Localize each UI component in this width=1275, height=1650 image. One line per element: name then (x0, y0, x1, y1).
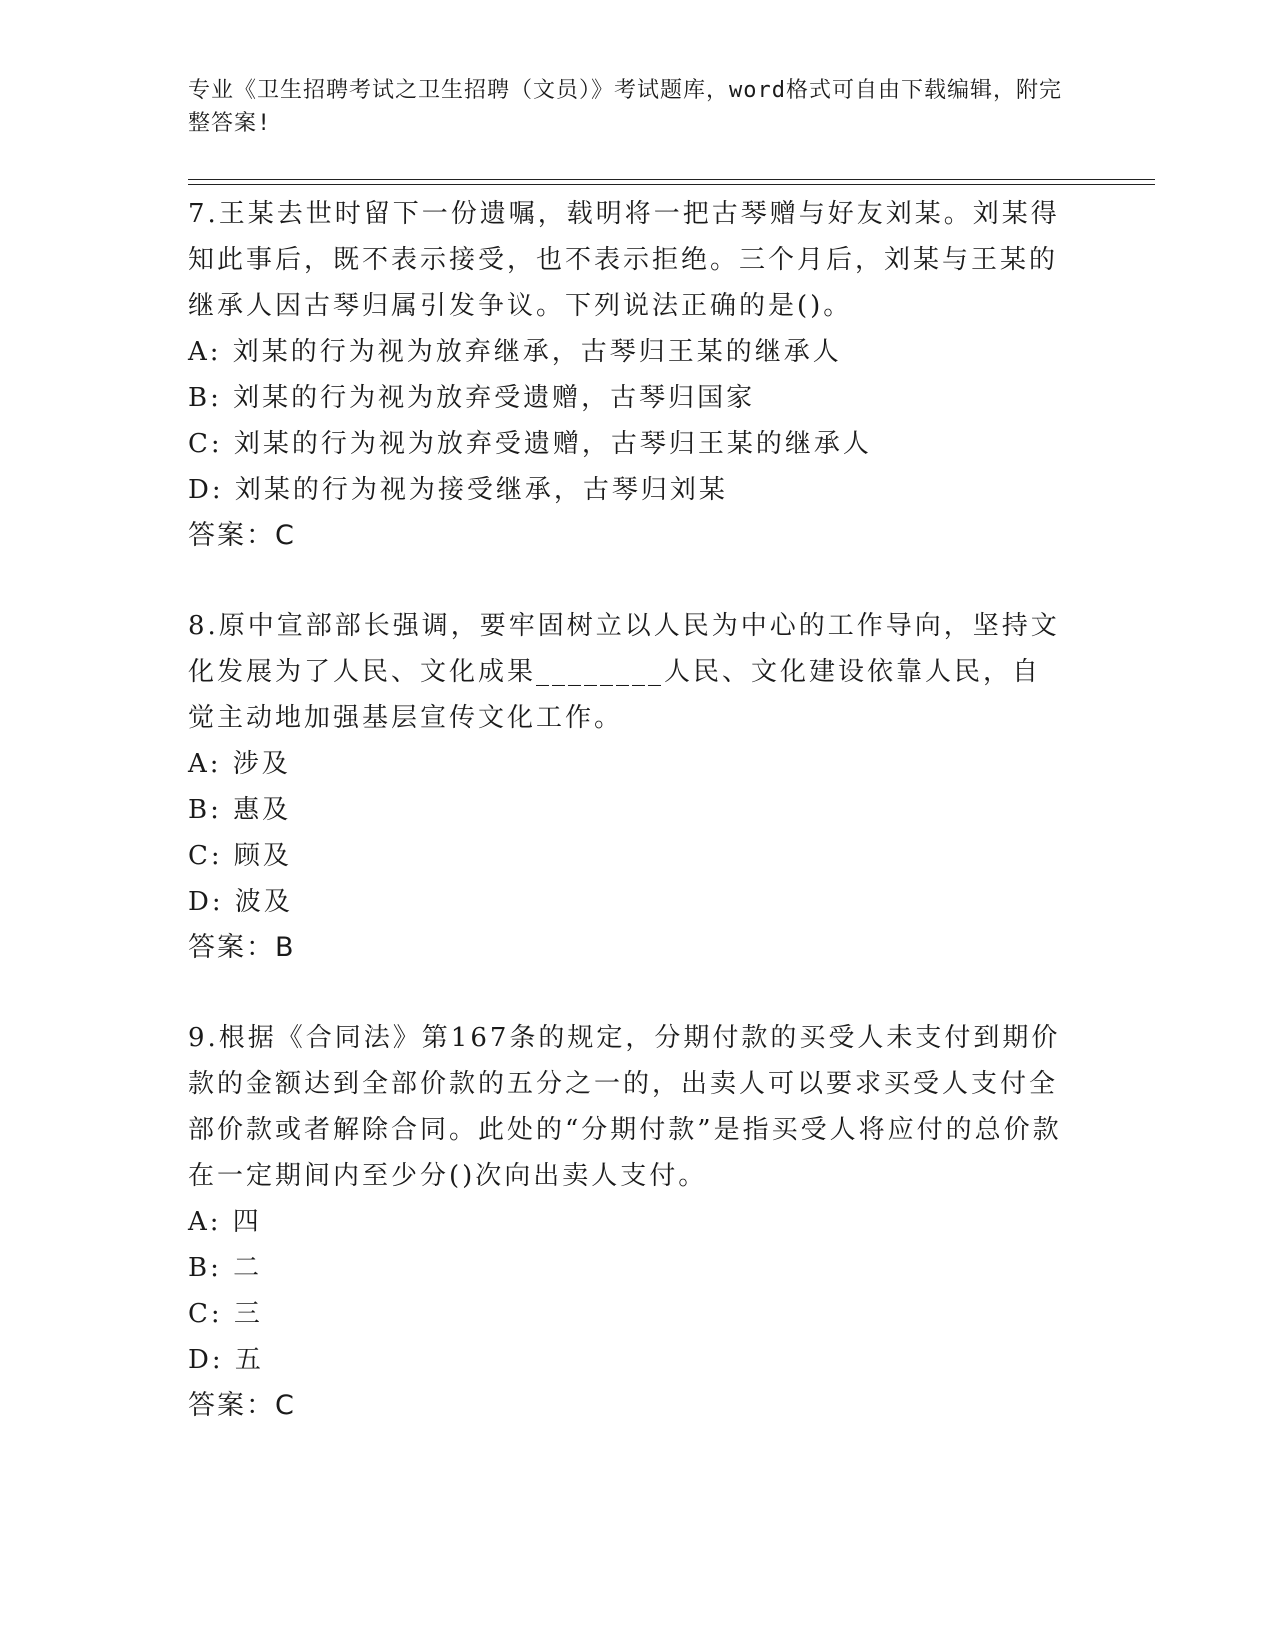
answer-line: 答案：B (188, 932, 296, 963)
option-c: C: 顾及 (188, 841, 292, 871)
header-divider-top (188, 179, 1155, 180)
header-divider-bottom (188, 184, 1155, 185)
option-d: D: 刘某的行为视为接受继承，古琴归刘某 (188, 475, 728, 505)
question-list (188, 191, 1068, 1473)
question-item (188, 603, 1068, 971)
option-a: A: 刘某的行为视为放弃继承，古琴归王某的继承人 (188, 337, 842, 367)
document-header: 专业《卫生招聘考试之卫生招聘（文员）》考试题库，word格式可自由下载编辑，附完整答案! (188, 78, 1062, 136)
option-b: B: 惠及 (188, 795, 292, 825)
option-d: D: 五 (188, 1345, 264, 1375)
question-item (188, 1015, 1068, 1429)
option-c: C: 三 (188, 1299, 263, 1329)
answer-line: 答案：C (188, 1390, 296, 1421)
answer-line: 答案：C (188, 520, 296, 551)
option-b: B: 二 (188, 1253, 263, 1283)
option-c: C: 刘某的行为视为放弃受遗赠，古琴归王某的继承人 (188, 429, 872, 459)
question-stem: 8.原中宣部部长强调，要牢固树立以人民为中心的工作导向，坚持文化发展为了人民、文化成果________人民、文化建设依靠人民，自觉主动地加强基层宣传文化工作。 (188, 611, 1060, 733)
question-stem: 7.王某去世时留下一份遗嘱，载明将一把古琴赠与好友刘某。刘某得知此事后，既不表示接受，也不表示拒绝。三个月后，刘某与王某的继承人因古琴归属引发争议。下列说法正确的是()。 (188, 199, 1060, 321)
option-d: D: 波及 (188, 887, 293, 917)
question-item (188, 191, 1068, 559)
question-stem: 9.根据《合同法》第167条的规定，分期付款的买受人未支付到期价款的金额达到全部价款的五分之一的，出卖人可以要求买受人支付全部价款或者解除合同。此处的“分期付款”是指买受人将应付的总价款在一定期间内至少分()次向出卖人支付。 (188, 1023, 1062, 1191)
option-b: B: 刘某的行为视为放弃受遗赠，古琴归国家 (188, 383, 756, 413)
option-a: A: 四 (188, 1207, 262, 1237)
option-a: A: 涉及 (188, 749, 291, 779)
